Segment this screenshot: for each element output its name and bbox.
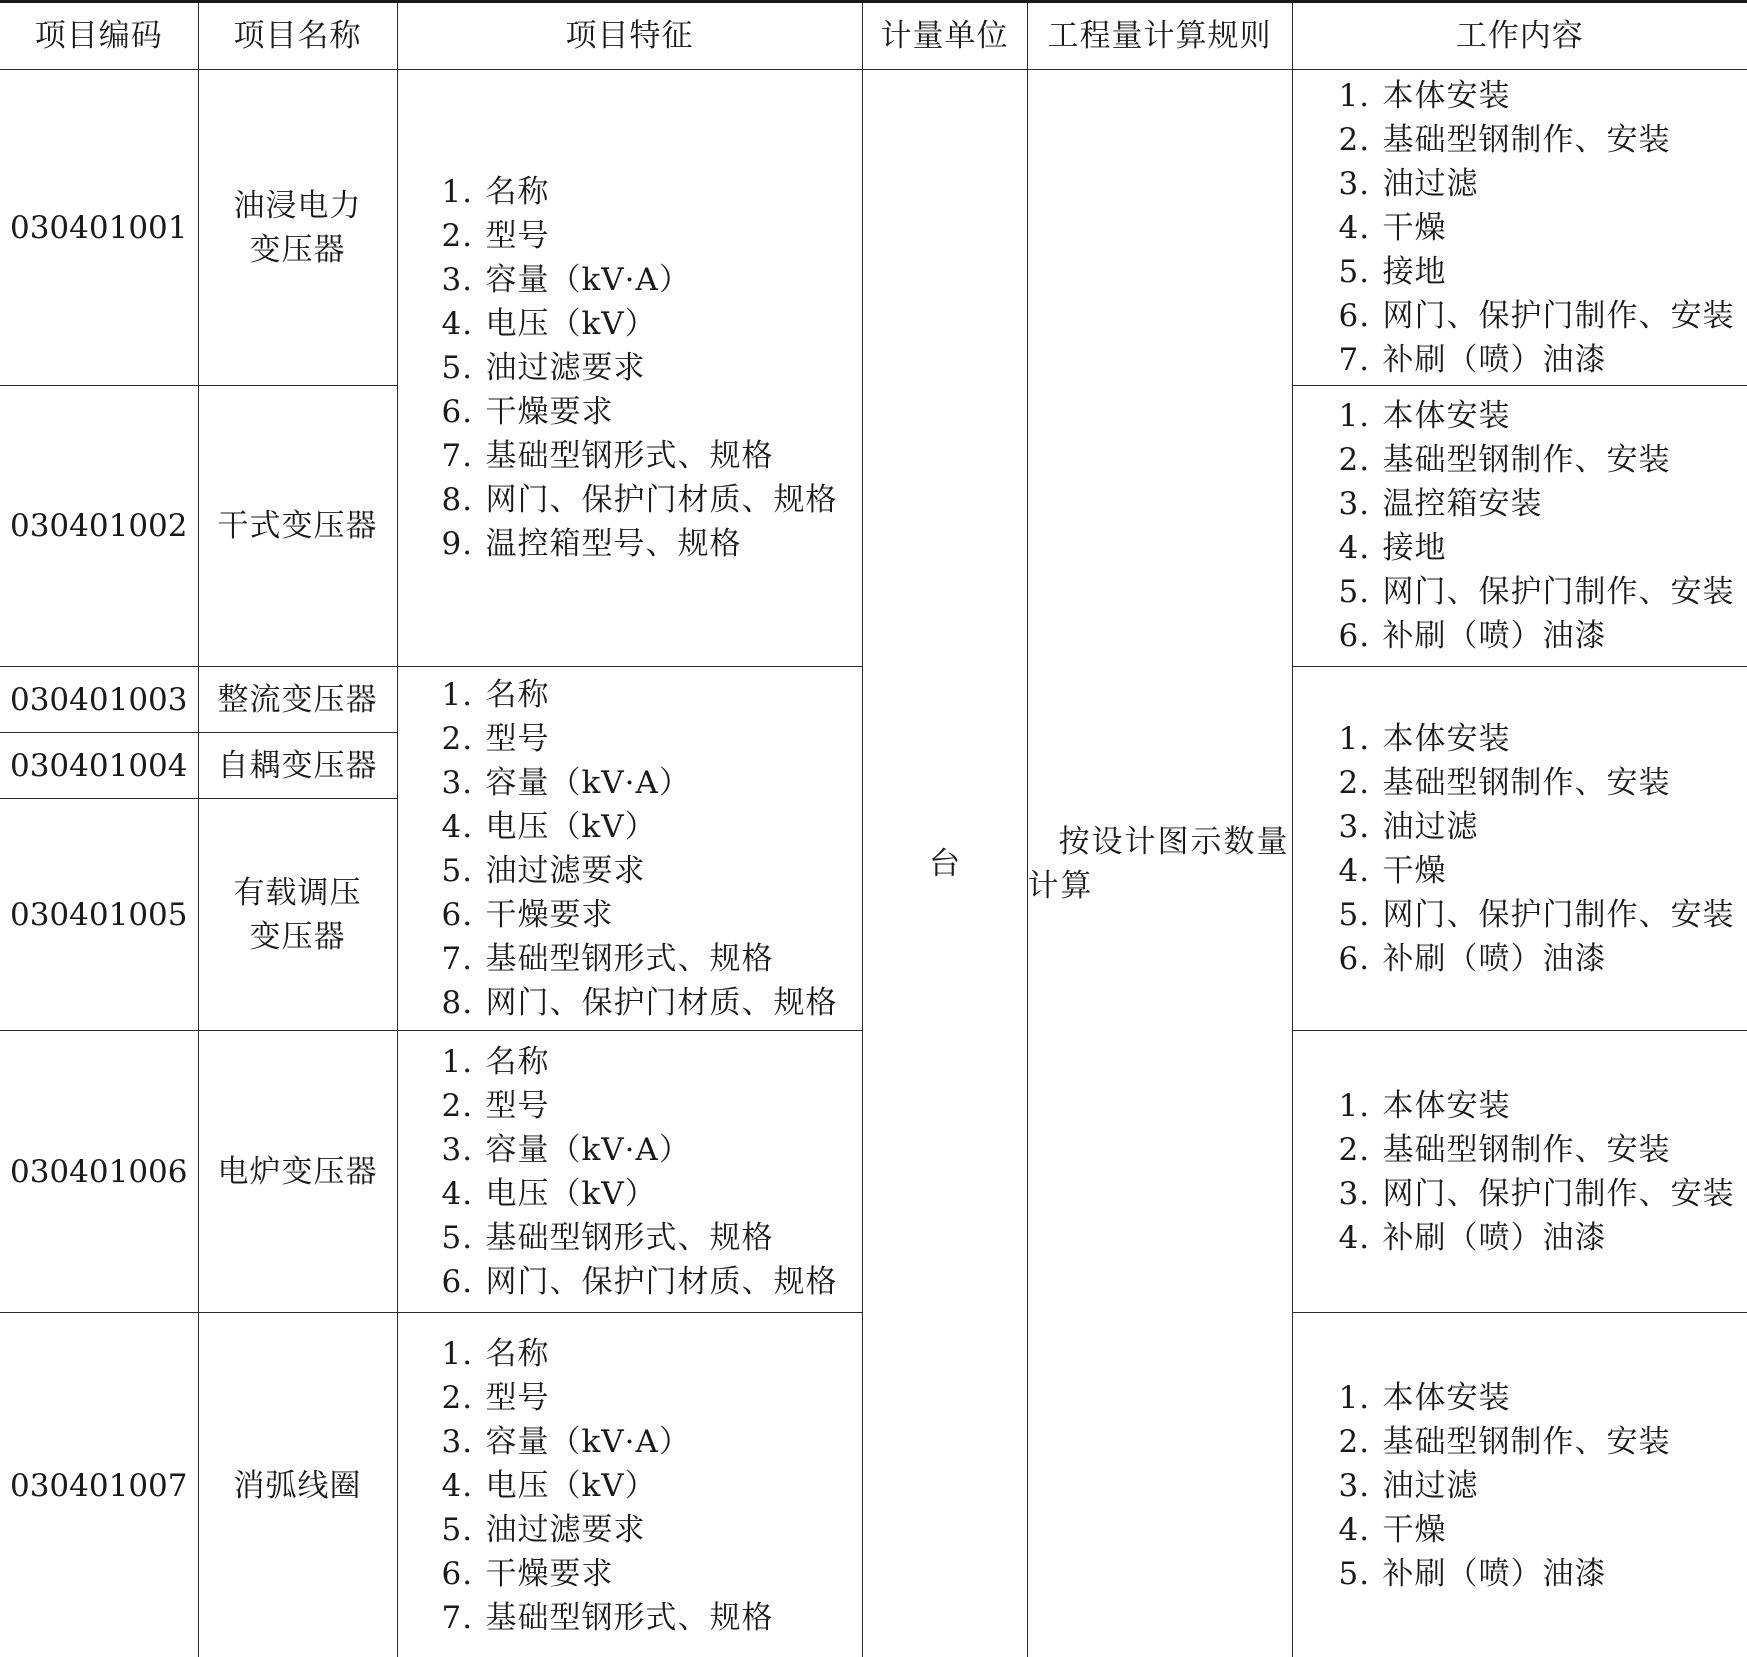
list-item-label: 电压（kV）	[485, 306, 657, 342]
list-item-label: 基础型钢制作、安装	[1382, 764, 1671, 801]
list-item-number: 4.	[1338, 852, 1371, 889]
features-list	[398, 170, 862, 566]
list-item-label: 型号	[485, 218, 550, 254]
list-item	[1339, 1420, 1747, 1464]
item-name	[198, 70, 397, 386]
work-list	[1293, 74, 1747, 382]
list-item	[1339, 482, 1747, 526]
list-item-number: 3.	[1338, 486, 1371, 522]
list-item-label: 容量（kV·A）	[485, 1131, 691, 1168]
work-list	[1293, 1376, 1747, 1596]
list-item-label: 网门、保护门制作、安装	[1382, 1175, 1735, 1212]
list-item-label: 基础型钢制作、安装	[1382, 442, 1671, 478]
list-item-number: 5.	[441, 350, 474, 386]
list-item	[1339, 1508, 1747, 1552]
list-item	[1339, 1216, 1747, 1260]
list-item-number: 6.	[441, 896, 474, 933]
list-item-label: 网门、保护门材质、规格	[485, 1263, 838, 1300]
list-item-number: 5.	[1338, 574, 1371, 610]
item-name-text: 有载调压变压器	[233, 874, 362, 955]
list-item-label: 本体安装	[1382, 1379, 1511, 1416]
list-item-number: 1.	[441, 174, 474, 210]
list-item-label: 基础型钢制作、安装	[1382, 1131, 1671, 1168]
header-row	[0, 2, 1747, 70]
work-cell	[1292, 667, 1747, 1031]
list-item-number: 6.	[441, 1555, 474, 1592]
list-item-number: 2.	[1338, 121, 1371, 158]
list-item	[442, 434, 862, 478]
list-item-number: 2.	[441, 720, 474, 757]
list-item-number: 4.	[441, 808, 474, 845]
list-item	[442, 1464, 862, 1508]
list-item-number: 7.	[1338, 341, 1371, 378]
list-item	[1339, 118, 1747, 162]
list-item-label: 网门、保护门制作、安装	[1382, 574, 1735, 610]
list-item	[442, 717, 862, 761]
list-item-number: 3.	[441, 262, 474, 298]
item-code: 030401002	[0, 386, 198, 667]
list-item-number: 4.	[1338, 530, 1371, 566]
list-item-label: 干燥	[1382, 1511, 1447, 1548]
list-item-number: 6.	[1338, 618, 1371, 654]
header-rule: 工程量计算规则	[1027, 2, 1292, 70]
list-item-label: 接地	[1382, 253, 1447, 290]
list-item-label: 接地	[1382, 530, 1447, 566]
list-item-number: 3.	[1338, 165, 1371, 202]
work-list	[1293, 394, 1747, 658]
list-item-label: 基础型钢形式、规格	[485, 1599, 774, 1636]
list-item	[1339, 937, 1747, 981]
list-item-label: 补刷（喷）油漆	[1382, 1219, 1607, 1256]
list-item-label: 油过滤	[1382, 808, 1479, 845]
list-item-label: 型号	[485, 1379, 550, 1416]
item-name-text: 油浸电力变压器	[233, 187, 362, 268]
list-item	[442, 1084, 862, 1128]
list-item-number: 3.	[1338, 808, 1371, 845]
list-item-label: 基础型钢制作、安装	[1382, 121, 1671, 158]
list-item-number: 1.	[1338, 1087, 1371, 1124]
list-item	[442, 805, 862, 849]
list-item	[442, 1128, 862, 1172]
list-item-number: 5.	[441, 1511, 474, 1548]
list-item-label: 补刷（喷）油漆	[1382, 341, 1607, 378]
list-item-label: 名称	[485, 1043, 550, 1080]
item-name: 自耦变压器	[198, 733, 397, 799]
list-item	[442, 1376, 862, 1420]
list-item	[1339, 570, 1747, 614]
header-code: 项目编码	[0, 2, 198, 70]
table-row	[0, 70, 1747, 386]
item-name: 消弧线圈	[198, 1313, 397, 1657]
list-item-label: 干燥	[1382, 852, 1447, 889]
list-item	[442, 849, 862, 893]
list-item-number: 7.	[441, 438, 474, 474]
list-item-label: 本体安装	[1382, 77, 1511, 114]
rule-cell	[1027, 70, 1292, 1657]
list-item	[442, 478, 862, 522]
list-item-number: 8.	[441, 482, 474, 518]
list-item-label: 基础型钢形式、规格	[485, 940, 774, 977]
work-cell	[1292, 386, 1747, 667]
list-item-label: 型号	[485, 1087, 550, 1124]
work-list	[1293, 1084, 1747, 1260]
list-item	[442, 1332, 862, 1376]
item-code: 030401004	[0, 733, 198, 799]
item-code: 030401001	[0, 70, 198, 386]
list-item-label: 型号	[485, 720, 550, 757]
list-item	[442, 390, 862, 434]
list-item	[1339, 1084, 1747, 1128]
item-code: 030401003	[0, 667, 198, 733]
list-item-label: 干燥要求	[485, 896, 614, 933]
list-item	[1339, 805, 1747, 849]
list-item-label: 网门、保护门制作、安装	[1382, 297, 1735, 334]
list-item-label: 电压（kV）	[485, 1175, 657, 1212]
list-item-label: 油过滤要求	[485, 350, 646, 386]
list-item	[1339, 394, 1747, 438]
list-item	[1339, 74, 1747, 118]
list-item-number: 2.	[1338, 1423, 1371, 1460]
list-item-label: 基础型钢制作、安装	[1382, 1423, 1671, 1460]
rule-text: 按设计图示数量计算	[1027, 824, 1290, 904]
item-name	[198, 799, 397, 1031]
features-cell	[397, 1031, 862, 1313]
list-item-number: 2.	[441, 1379, 474, 1416]
list-item-label: 名称	[485, 174, 550, 210]
list-item-number: 1.	[441, 1335, 474, 1372]
list-item	[1339, 849, 1747, 893]
features-cell	[397, 70, 862, 667]
list-item-label: 基础型钢形式、规格	[485, 438, 774, 474]
list-item-number: 6.	[1338, 297, 1371, 334]
list-item-number: 8.	[441, 984, 474, 1021]
list-item-label: 网门、保护门材质、规格	[485, 482, 838, 518]
list-item-number: 4.	[441, 1467, 474, 1504]
list-item-number: 1.	[441, 676, 474, 713]
item-name: 干式变压器	[198, 386, 397, 667]
list-item	[1339, 1376, 1747, 1420]
list-item	[442, 1508, 862, 1552]
work-list	[1293, 717, 1747, 981]
list-item-label: 补刷（喷）油漆	[1382, 1555, 1607, 1592]
list-item-label: 容量（kV·A）	[485, 262, 691, 298]
list-item-label: 基础型钢形式、规格	[485, 1219, 774, 1256]
list-item-number: 2.	[1338, 1131, 1371, 1168]
list-item-number: 7.	[441, 1599, 474, 1636]
list-item-label: 油过滤要求	[485, 852, 646, 889]
list-item-number: 4.	[441, 306, 474, 342]
list-item	[442, 214, 862, 258]
list-item	[442, 1596, 862, 1640]
list-item	[1339, 250, 1747, 294]
list-item-number: 2.	[1338, 442, 1371, 478]
list-item-label: 干燥要求	[485, 394, 614, 430]
list-item-label: 网门、保护门制作、安装	[1382, 896, 1735, 933]
item-name: 整流变压器	[198, 667, 397, 733]
work-cell	[1292, 70, 1747, 386]
list-item	[1339, 893, 1747, 937]
list-item-number: 4.	[1338, 1219, 1371, 1256]
list-item-label: 容量（kV·A）	[485, 1423, 691, 1460]
list-item-label: 油过滤要求	[485, 1511, 646, 1548]
list-item-number: 2.	[441, 1087, 474, 1124]
list-item-number: 3.	[441, 1423, 474, 1460]
list-item-label: 容量（kV·A）	[485, 764, 691, 801]
item-name: 电炉变压器	[198, 1031, 397, 1313]
list-item-number: 1.	[1338, 77, 1371, 114]
list-item-label: 补刷（喷）油漆	[1382, 618, 1607, 654]
list-item	[442, 258, 862, 302]
list-item-number: 4.	[441, 1175, 474, 1212]
list-item	[442, 761, 862, 805]
list-item-number: 4.	[1338, 1511, 1371, 1548]
features-cell	[397, 667, 862, 1031]
list-item	[1339, 294, 1747, 338]
list-item	[1339, 338, 1747, 382]
list-item-label: 电压（kV）	[485, 1467, 657, 1504]
list-item-label: 本体安装	[1382, 720, 1511, 757]
list-item	[442, 1260, 862, 1304]
list-item-label: 本体安装	[1382, 1087, 1511, 1124]
list-item-label: 电压（kV）	[485, 808, 657, 845]
list-item-label: 干燥要求	[485, 1555, 614, 1592]
list-item-number: 7.	[441, 940, 474, 977]
list-item-label: 干燥	[1382, 209, 1447, 246]
list-item	[442, 981, 862, 1025]
list-item	[1339, 761, 1747, 805]
header-unit: 计量单位	[862, 2, 1027, 70]
list-item	[1339, 717, 1747, 761]
list-item-number: 5.	[1338, 896, 1371, 933]
list-item	[1339, 162, 1747, 206]
list-item-number: 4.	[1338, 209, 1371, 246]
list-item	[1339, 438, 1747, 482]
list-item-label: 温控箱型号、规格	[485, 526, 742, 562]
list-item	[442, 346, 862, 390]
list-item	[1339, 1464, 1747, 1508]
list-item-number: 5.	[1338, 1555, 1371, 1592]
list-item	[1339, 1552, 1747, 1596]
list-item-number: 6.	[441, 1263, 474, 1300]
list-item-label: 油过滤	[1382, 1467, 1479, 1504]
list-item-number: 9.	[441, 526, 474, 562]
list-item	[442, 673, 862, 717]
item-code: 030401005	[0, 799, 198, 1031]
features-list	[398, 673, 862, 1025]
list-item	[1339, 526, 1747, 570]
list-item-number: 1.	[1338, 398, 1371, 434]
list-item-label: 网门、保护门材质、规格	[485, 984, 838, 1021]
list-item	[1339, 1172, 1747, 1216]
list-item	[1339, 1128, 1747, 1172]
features-list	[398, 1040, 862, 1304]
list-item-number: 3.	[1338, 1467, 1371, 1504]
list-item-number: 3.	[441, 764, 474, 801]
header-work: 工作内容	[1292, 2, 1747, 70]
list-item	[442, 1216, 862, 1260]
list-item-number: 6.	[441, 394, 474, 430]
list-item-number: 6.	[1338, 940, 1371, 977]
list-item-label: 名称	[485, 676, 550, 713]
work-cell	[1292, 1031, 1747, 1313]
work-cell	[1292, 1313, 1747, 1657]
list-item-number: 5.	[1338, 253, 1371, 290]
list-item	[442, 170, 862, 214]
list-item	[442, 893, 862, 937]
list-item	[442, 937, 862, 981]
list-item-number: 3.	[441, 1131, 474, 1168]
list-item-number: 1.	[1338, 1379, 1371, 1416]
features-cell	[397, 1313, 862, 1657]
header-name: 项目名称	[198, 2, 397, 70]
list-item	[442, 522, 862, 566]
list-item-number: 2.	[441, 218, 474, 254]
header-features: 项目特征	[397, 2, 862, 70]
list-item	[442, 1040, 862, 1084]
list-item-label: 补刷（喷）油漆	[1382, 940, 1607, 977]
item-code: 030401006	[0, 1031, 198, 1313]
list-item-number: 5.	[441, 1219, 474, 1256]
list-item-number: 1.	[1338, 720, 1371, 757]
item-code: 030401007	[0, 1313, 198, 1657]
list-item-label: 温控箱安装	[1382, 486, 1543, 522]
list-item	[1339, 614, 1747, 658]
list-item	[442, 302, 862, 346]
list-item	[442, 1172, 862, 1216]
list-item-number: 2.	[1338, 764, 1371, 801]
list-item-label: 本体安装	[1382, 398, 1511, 434]
list-item-number: 3.	[1338, 1175, 1371, 1212]
list-item-label: 油过滤	[1382, 165, 1479, 202]
unit-cell: 台	[862, 70, 1027, 1657]
list-item	[442, 1420, 862, 1464]
list-item-number: 5.	[441, 852, 474, 889]
features-list	[398, 1332, 862, 1640]
list-item	[1339, 206, 1747, 250]
list-item	[442, 1552, 862, 1596]
list-item-label: 名称	[485, 1335, 550, 1372]
list-item-number: 1.	[441, 1043, 474, 1080]
